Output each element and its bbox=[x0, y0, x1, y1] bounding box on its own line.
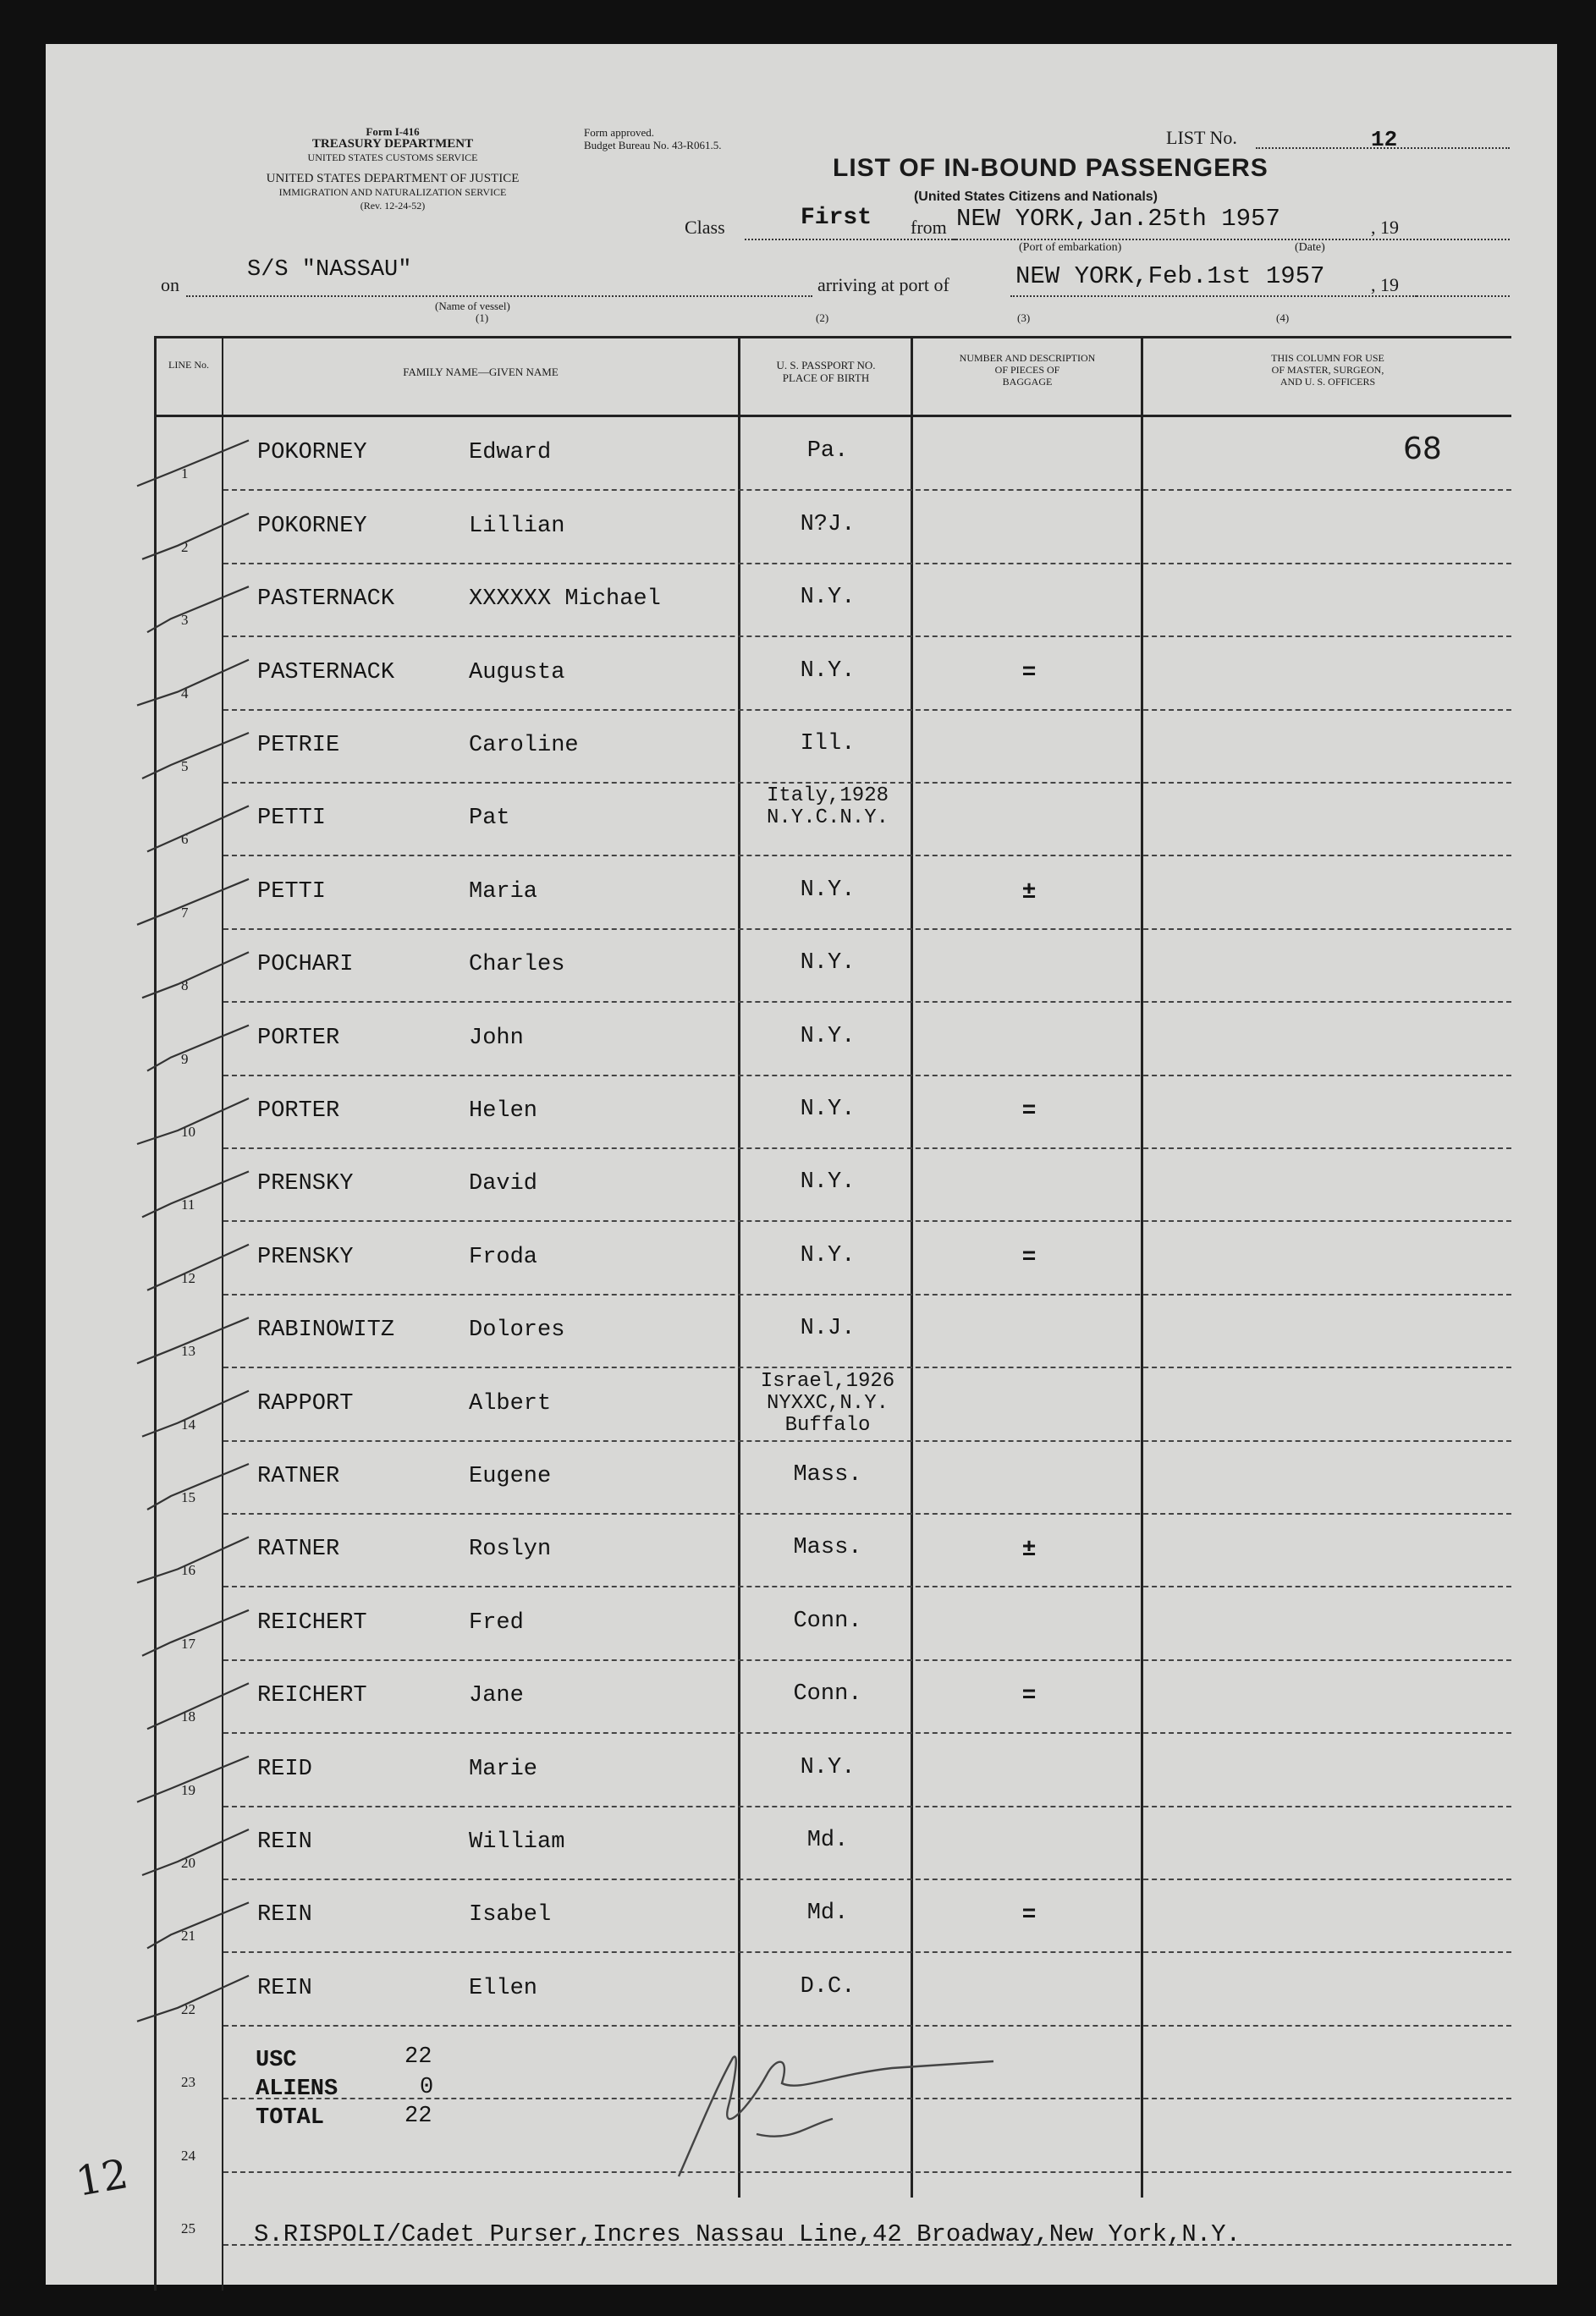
ins-heading: IMMIGRATION AND NATURALIZATION SERVICE bbox=[278, 186, 507, 198]
line-number: 23 bbox=[181, 2074, 195, 2090]
line-number: 25 bbox=[181, 2220, 195, 2236]
class-value: First bbox=[801, 205, 872, 231]
family-name: REICHERT bbox=[257, 1610, 367, 1636]
given-name: John bbox=[469, 1026, 524, 1051]
place-of-birth: N.Y. bbox=[800, 1024, 856, 1049]
line-number: 7 bbox=[181, 905, 189, 921]
place-of-birth: N?J. bbox=[800, 512, 856, 537]
officer-note: 68 bbox=[1403, 432, 1442, 466]
family-name: PETTI bbox=[257, 806, 327, 831]
customs-heading: UNITED STATES CUSTOMS SERVICE bbox=[307, 151, 478, 163]
place-of-birth: N.Y. bbox=[800, 950, 856, 976]
place-of-birth: Israel,1926 NYXXC,N.Y. Buffalo bbox=[760, 1370, 895, 1437]
line-number: 5 bbox=[181, 758, 189, 774]
line-number: 17 bbox=[181, 1636, 195, 1652]
family-name: PASTERNACK bbox=[257, 660, 395, 685]
family-name: POKORNEY bbox=[257, 440, 367, 465]
place-of-birth: N.Y. bbox=[800, 658, 856, 684]
revision-date: (Rev. 12-24-52) bbox=[360, 200, 426, 212]
col1-number: (1) bbox=[476, 311, 489, 324]
line-number: 21 bbox=[181, 1928, 195, 1944]
total-usc-label: USC bbox=[256, 2048, 297, 2073]
line-number: 4 bbox=[181, 685, 189, 701]
line-number: 3 bbox=[181, 612, 189, 628]
family-name: POKORNEY bbox=[257, 514, 367, 539]
place-of-birth: N.Y. bbox=[800, 1097, 856, 1122]
col-header-passport-1: U. S. PASSPORT NO. bbox=[776, 359, 876, 371]
given-name: Ellen bbox=[469, 1976, 538, 2001]
place-of-birth: Pa. bbox=[806, 438, 849, 464]
line-number: 9 bbox=[181, 1051, 189, 1067]
given-name: Fred bbox=[469, 1610, 524, 1636]
col-header-baggage-2: OF PIECES OF bbox=[994, 364, 1060, 376]
family-name: RATNER bbox=[257, 1464, 340, 1489]
given-name: Caroline bbox=[469, 733, 579, 758]
family-name: PORTER bbox=[257, 1098, 340, 1124]
line-number: 16 bbox=[181, 1562, 195, 1578]
approval-line-2: Budget Bureau No. 43-R061.5. bbox=[584, 139, 722, 151]
line-number: 12 bbox=[181, 1270, 195, 1286]
family-name: PETTI bbox=[257, 879, 327, 905]
given-name: Albert bbox=[469, 1391, 552, 1417]
baggage-count: = bbox=[1021, 1683, 1037, 1709]
given-name: Jane bbox=[469, 1683, 524, 1708]
place-of-birth: Italy,1928 N.Y.C.N.Y. bbox=[766, 784, 889, 829]
form-sheet bbox=[46, 44, 1557, 2285]
place-of-birth: Mass. bbox=[793, 1462, 862, 1488]
line-number: 1 bbox=[181, 465, 189, 481]
line-number: 8 bbox=[181, 977, 189, 993]
given-name: David bbox=[469, 1171, 538, 1197]
col-header-baggage-1: NUMBER AND DESCRIPTION bbox=[959, 352, 1096, 364]
family-name: PETRIE bbox=[257, 733, 340, 758]
approval-line-1: Form approved. bbox=[584, 126, 655, 139]
given-name: Marie bbox=[469, 1757, 538, 1782]
given-name: Charles bbox=[469, 952, 565, 977]
given-name: Roslyn bbox=[469, 1537, 552, 1562]
line-number: 11 bbox=[181, 1197, 195, 1213]
given-name: William bbox=[469, 1829, 565, 1855]
class-label: Class bbox=[685, 217, 725, 238]
year-suffix-2: , 19 bbox=[1371, 274, 1399, 295]
total-aliens-value: 0 bbox=[420, 2075, 434, 2100]
on-label: on bbox=[161, 274, 179, 295]
place-of-birth: N.J. bbox=[800, 1316, 856, 1341]
place-of-birth: Md. bbox=[806, 1828, 849, 1853]
family-name: PORTER bbox=[257, 1026, 340, 1051]
line-number: 6 bbox=[181, 831, 189, 847]
date-caption: (Date) bbox=[1295, 241, 1325, 254]
col-header-name: FAMILY NAME—GIVEN NAME bbox=[403, 366, 559, 378]
family-name: REIN bbox=[257, 1902, 312, 1928]
line-number: 22 bbox=[181, 2001, 195, 2017]
margin-mark: 12 bbox=[72, 2150, 132, 2206]
family-name: REIN bbox=[257, 1976, 312, 2001]
line-number: 19 bbox=[181, 1782, 195, 1798]
place-of-birth: Conn. bbox=[793, 1609, 862, 1634]
list-no-value: 12 bbox=[1371, 127, 1398, 152]
baggage-count: = bbox=[1021, 1902, 1037, 1928]
page-title: LIST OF IN-BOUND PASSENGERS bbox=[833, 154, 1269, 182]
total-usc-value: 22 bbox=[405, 2044, 432, 2070]
given-name: Eugene bbox=[469, 1464, 552, 1489]
year-suffix-1: , 19 bbox=[1371, 217, 1399, 238]
place-of-birth: Md. bbox=[806, 1901, 849, 1926]
given-name: Helen bbox=[469, 1098, 538, 1124]
family-name: RATNER bbox=[257, 1537, 340, 1562]
page-subtitle: (United States Citizens and Nationals) bbox=[913, 190, 1158, 204]
given-name: Edward bbox=[469, 440, 552, 465]
baggage-count: ± bbox=[1021, 1537, 1037, 1563]
given-name: Maria bbox=[469, 879, 538, 905]
arriving-label: arriving at port of bbox=[817, 274, 949, 295]
form-number: Form I-416 bbox=[366, 125, 420, 138]
col-header-officers-2: OF MASTER, SURGEON, bbox=[1271, 364, 1384, 376]
total-total-value: 22 bbox=[405, 2104, 432, 2129]
line-number: 15 bbox=[181, 1489, 195, 1505]
col-header-line-no: LINE No. bbox=[168, 359, 209, 371]
place-of-birth: Ill. bbox=[800, 731, 856, 756]
line-number: 14 bbox=[181, 1417, 195, 1433]
col-header-officers-3: AND U. S. OFFICERS bbox=[1280, 376, 1376, 388]
col-header-officers-1: THIS COLUMN FOR USE bbox=[1271, 352, 1384, 364]
handwritten-marks bbox=[46, 44, 1557, 2285]
given-name: Isabel bbox=[469, 1902, 552, 1928]
col-header-passport-2: PLACE OF BIRTH bbox=[782, 371, 870, 384]
family-name: PRENSKY bbox=[257, 1245, 354, 1270]
family-name: POCHARI bbox=[257, 952, 354, 977]
embark-caption: (Port of embarkation) bbox=[1019, 241, 1122, 254]
place-of-birth: N.Y. bbox=[800, 1169, 856, 1195]
line-number: 10 bbox=[181, 1124, 195, 1140]
vessel-value: S/S "NASSAU" bbox=[247, 257, 412, 283]
line-number: 24 bbox=[181, 2148, 195, 2164]
baggage-count: ± bbox=[1021, 879, 1037, 905]
arrival-value: NEW YORK,Feb.1st 1957 bbox=[1015, 262, 1325, 290]
col4-number: (4) bbox=[1276, 311, 1290, 324]
place-of-birth: N.Y. bbox=[800, 877, 856, 903]
place-of-birth: N.Y. bbox=[800, 585, 856, 610]
col-header-baggage-3: BAGGAGE bbox=[1002, 376, 1053, 388]
given-name: Augusta bbox=[469, 660, 565, 685]
baggage-count: = bbox=[1021, 660, 1037, 686]
line-number: 13 bbox=[181, 1343, 195, 1359]
total-aliens-label: ALIENS bbox=[256, 2077, 338, 2102]
baggage-count: = bbox=[1021, 1245, 1037, 1271]
col3-number: (3) bbox=[1017, 311, 1031, 324]
given-name: Pat bbox=[469, 806, 510, 831]
place-of-birth: N.Y. bbox=[800, 1243, 856, 1268]
given-name: Froda bbox=[469, 1245, 538, 1270]
family-name: RABINOWITZ bbox=[257, 1318, 395, 1343]
from-value: NEW YORK,Jan.25th 1957 bbox=[956, 205, 1280, 233]
line-number: 20 bbox=[181, 1855, 195, 1871]
place-of-birth: Mass. bbox=[793, 1535, 862, 1560]
place-of-birth: Conn. bbox=[793, 1681, 862, 1707]
family-name: PRENSKY bbox=[257, 1171, 354, 1197]
given-name: Lillian bbox=[469, 514, 565, 539]
given-name: Dolores bbox=[469, 1318, 565, 1343]
treasury-heading: TREASURY DEPARTMENT bbox=[311, 137, 474, 151]
col2-number: (2) bbox=[816, 311, 829, 324]
family-name: PASTERNACK bbox=[257, 586, 395, 612]
baggage-count: = bbox=[1021, 1098, 1037, 1125]
family-name: RAPPORT bbox=[257, 1391, 354, 1417]
family-name: REID bbox=[257, 1757, 312, 1782]
list-no-label: LIST No. bbox=[1166, 127, 1237, 148]
from-label: from bbox=[911, 217, 947, 238]
vessel-caption: (Name of vessel) bbox=[435, 300, 510, 312]
given-name: XXXXXX Michael bbox=[469, 586, 661, 612]
purser-line: S.RISPOLI/Cadet Purser,Incres Nassau Line,42 Broadway,New York,N.Y. bbox=[254, 2220, 1241, 2248]
line-number: 18 bbox=[181, 1708, 195, 1725]
line-number: 2 bbox=[181, 539, 189, 555]
total-total-label: TOTAL bbox=[256, 2105, 325, 2131]
place-of-birth: N.Y. bbox=[800, 1755, 856, 1780]
doj-heading: UNITED STATES DEPARTMENT OF JUSTICE bbox=[266, 172, 520, 185]
place-of-birth: D.C. bbox=[800, 1974, 856, 2000]
family-name: REIN bbox=[257, 1829, 312, 1855]
family-name: REICHERT bbox=[257, 1683, 367, 1708]
